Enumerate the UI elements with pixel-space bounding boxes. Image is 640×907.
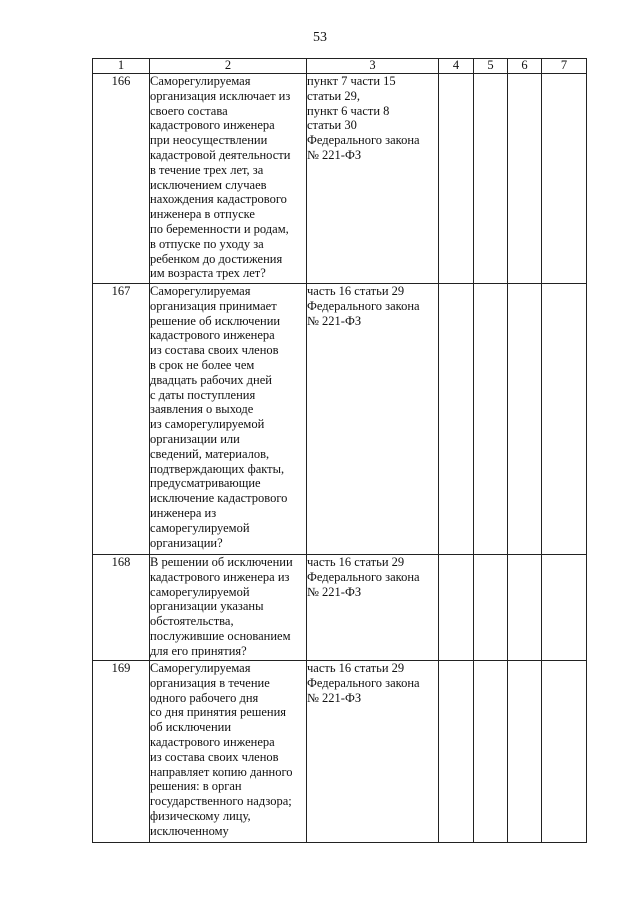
law-line: Федерального закона	[307, 675, 420, 690]
column-header-7: 7	[542, 59, 587, 74]
empty-cell	[474, 661, 508, 843]
empty-cell	[474, 74, 508, 284]
empty-cell	[542, 74, 587, 284]
question-line: со дня принятия решения	[150, 705, 287, 720]
question-line: кадастрового инженера	[150, 734, 275, 749]
question-line: для его принятия?	[150, 643, 247, 658]
law-reference-cell	[307, 74, 439, 284]
empty-cell	[439, 661, 474, 843]
empty-cell	[542, 284, 587, 555]
checklist-table	[92, 58, 587, 843]
question-line: в течение трех лет, за	[150, 162, 264, 177]
question-line: решение об исключении	[150, 313, 281, 328]
question-cell	[150, 555, 307, 661]
law-line: пункт 7 части 15	[307, 74, 396, 88]
question-line: В решении об исключении	[150, 555, 293, 569]
question-line: направляет копию данного	[150, 764, 293, 779]
question-cell	[150, 284, 307, 555]
question-cell	[150, 661, 307, 843]
question-line: саморегулируемой	[150, 520, 250, 535]
question-line: подтверждающих факты,	[150, 461, 285, 476]
column-header-1: 1	[93, 59, 150, 74]
question-line: исключением случаев	[150, 177, 267, 192]
question-line: исключенному	[150, 823, 229, 838]
law-line: Федерального закона	[307, 133, 420, 148]
column-header-5: 5	[474, 59, 508, 74]
question-line: из саморегулируемой	[150, 417, 265, 432]
empty-cell	[508, 284, 542, 555]
question-line: послужившие основанием	[150, 628, 291, 643]
question-line: организация исключает из	[150, 88, 291, 103]
law-line: № 221-ФЗ	[307, 147, 362, 162]
page-number: 53	[313, 30, 327, 45]
table-row	[93, 284, 587, 555]
law-line: № 221-ФЗ	[307, 313, 362, 328]
question-line: организации указаны	[150, 599, 264, 614]
question-line: нахождения кадастрового	[150, 192, 287, 207]
question-line: об исключении	[150, 720, 232, 735]
law-line: Федерального закона	[307, 298, 420, 313]
question-line: из состава своих членов	[150, 749, 279, 764]
question-line: заявления о выходе	[150, 402, 254, 417]
row-number: 167	[93, 284, 150, 555]
empty-cell	[542, 661, 587, 843]
empty-cell	[542, 555, 587, 661]
question-line: организации или	[150, 431, 240, 446]
column-header-4: 4	[439, 59, 474, 74]
law-line: часть 16 статьи 29	[307, 555, 405, 569]
question-line: исключение кадастрового	[150, 491, 288, 506]
row-number: 169	[93, 661, 150, 843]
question-line: им возраста трех лет?	[150, 266, 266, 281]
row-number: 166	[93, 74, 150, 284]
question-line: из состава своих членов	[150, 343, 279, 358]
question-line: с даты поступления	[150, 387, 256, 402]
question-line: в отпуске по уходу за	[150, 236, 264, 251]
law-line: часть 16 статьи 29	[307, 284, 405, 298]
question-line: Саморегулируемая	[150, 74, 251, 88]
question-cell	[150, 74, 307, 284]
question-line: организации?	[150, 535, 223, 550]
law-reference-cell	[307, 284, 439, 555]
table-row	[93, 661, 587, 843]
question-line: кадастрового инженера	[150, 328, 275, 343]
empty-cell	[439, 284, 474, 555]
question-line: организация принимает	[150, 298, 277, 313]
question-line: Саморегулируемая	[150, 284, 251, 298]
column-header-3: 3	[307, 59, 439, 74]
question-line: организация в течение	[150, 675, 270, 690]
question-line: инженера из	[150, 505, 217, 520]
table-row	[93, 74, 587, 284]
empty-cell	[474, 284, 508, 555]
empty-cell	[439, 74, 474, 284]
law-reference-cell	[307, 555, 439, 661]
question-line: Саморегулируемая	[150, 661, 251, 675]
question-line: двадцать рабочих дней	[150, 372, 272, 387]
law-line: пункт 6 части 8	[307, 103, 390, 118]
column-header-6: 6	[508, 59, 542, 74]
column-header-2: 2	[150, 59, 307, 74]
question-line: ребенком до достижения	[150, 251, 283, 266]
header-row	[93, 59, 587, 74]
question-line: кадастрового инженера	[150, 118, 275, 133]
law-line: часть 16 статьи 29	[307, 661, 405, 675]
empty-cell	[508, 555, 542, 661]
question-line: по беременности и родам,	[150, 221, 289, 236]
empty-cell	[474, 555, 508, 661]
empty-cell	[508, 74, 542, 284]
question-line: государственного надзора;	[150, 794, 292, 809]
question-line: инженера в отпуске	[150, 207, 255, 222]
question-line: физическому лицу,	[150, 808, 251, 823]
question-line: решения: в орган	[150, 779, 242, 794]
law-line: № 221-ФЗ	[307, 584, 362, 599]
law-line: № 221-ФЗ	[307, 690, 362, 705]
question-line: кадастровой деятельности	[150, 147, 291, 162]
question-line: кадастрового инженера из	[150, 569, 290, 584]
question-line: своего состава	[150, 103, 228, 118]
question-line: сведений, материалов,	[150, 446, 270, 461]
law-line: Федерального закона	[307, 569, 420, 584]
question-line: одного рабочего дня	[150, 690, 259, 705]
question-line: саморегулируемой	[150, 584, 250, 599]
question-line: предусматривающие	[150, 476, 261, 491]
question-line: при неосуществлении	[150, 133, 268, 148]
empty-cell	[508, 661, 542, 843]
row-number: 168	[93, 555, 150, 661]
question-line: в срок не более чем	[150, 357, 255, 372]
table-row	[93, 555, 587, 661]
law-line: статьи 30	[307, 118, 357, 133]
law-reference-cell	[307, 661, 439, 843]
law-line: статьи 29,	[307, 88, 360, 103]
empty-cell	[439, 555, 474, 661]
question-line: обстоятельства,	[150, 614, 234, 629]
